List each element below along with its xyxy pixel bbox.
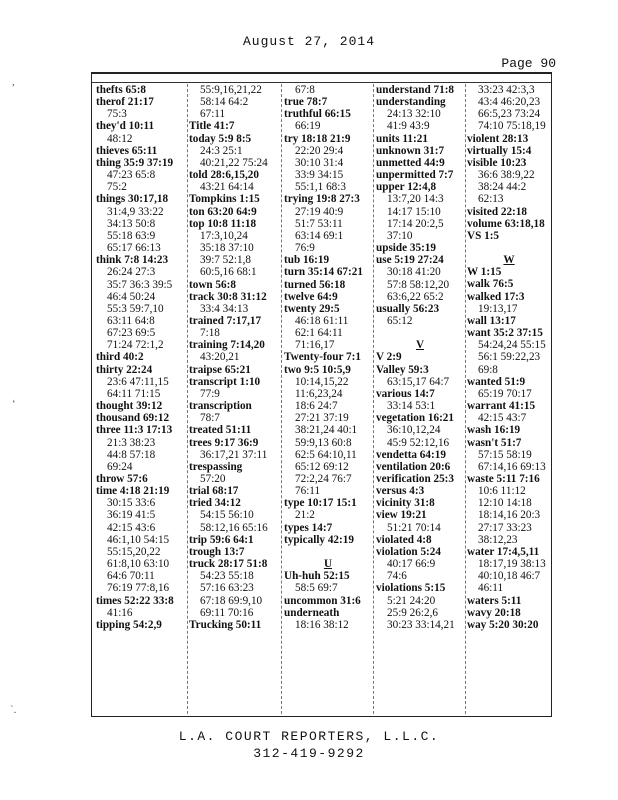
index-entry: two 9:5 10:5,9 <box>284 363 351 376</box>
index-entry: underneath <box>284 606 340 619</box>
index-column-4 <box>376 84 464 714</box>
index-entry-continuation: 54:15 56:10 <box>200 509 254 522</box>
section-letter: W <box>503 254 515 267</box>
index-entry-continuation: 24:13 32:10 <box>387 108 441 121</box>
index-entry-continuation: 38:12,23 <box>478 533 518 546</box>
index-entry: unpermitted 7:7 <box>376 169 454 182</box>
column-divider <box>465 84 466 714</box>
index-entry: various 14:7 <box>376 387 435 400</box>
index-entry: Tompkins 1:15 <box>189 193 260 206</box>
index-entry: time 4:18 21:19 <box>96 485 170 498</box>
index-entry: volume 63:18,18 <box>467 217 545 230</box>
page-number: Page 90 <box>501 56 556 71</box>
index-entry-continuation: 35:18 37:10 <box>200 242 254 255</box>
index-entry: virtually 15:4 <box>467 144 532 157</box>
index-entry: ventilation 20:6 <box>376 460 451 473</box>
index-entry-continuation: 65:17 66:13 <box>107 242 161 255</box>
index-entry-continuation: 67:8 <box>295 84 315 96</box>
index-column-2 <box>189 84 281 714</box>
index-entry-continuation: 27:19 40:9 <box>295 205 344 218</box>
index-entry: units 11:21 <box>376 132 428 145</box>
index-entry: tipping 54:2,9 <box>96 618 162 631</box>
index-entry-continuation: 27:17 33:23 <box>478 521 532 534</box>
index-entry: traipse 65:21 <box>189 363 251 376</box>
index-entry: thought 39:12 <box>96 400 163 413</box>
index-entry: wasn't 51:7 <box>467 436 522 449</box>
index-entry-continuation: 40:10,18 46:7 <box>478 570 541 583</box>
index-entry: unmetted 44:9 <box>376 156 445 169</box>
index-entry: thefts 65:8 <box>96 84 147 96</box>
index-entry: Trucking 50:11 <box>189 618 262 631</box>
index-entry-continuation: 63:15,17 64:7 <box>387 375 450 388</box>
blank-line <box>467 242 551 254</box>
index-entry: upper 12:4,8 <box>376 181 437 194</box>
index-entry: trying 19:8 27:3 <box>284 193 360 206</box>
index-entry-continuation: 77:9 <box>200 387 220 400</box>
index-entry-continuation: 21:3 38:23 <box>107 436 156 449</box>
index-entry-continuation: 71:24 72:1,2 <box>107 339 164 352</box>
index-entry-continuation: 30:18 41:20 <box>387 266 441 279</box>
index-entry: visible 10:23 <box>467 156 527 169</box>
index-entry-continuation: 71:16,17 <box>295 339 335 352</box>
index-entry-continuation: 51:7 53:11 <box>295 217 343 230</box>
index-entry: trial 68:17 <box>189 485 239 498</box>
index-entry: third 40:2 <box>96 351 144 364</box>
index-entry: twenty 29:5 <box>284 302 340 315</box>
index-entry: wall 13:17 <box>467 314 516 327</box>
index-entry-continuation: 65:12 <box>387 314 413 327</box>
index-entry-continuation: 62:1 64:11 <box>295 327 343 340</box>
index-entry: usually 56:23 <box>376 302 440 315</box>
index-entry-continuation: 62:5 64:10,11 <box>295 448 357 461</box>
index-entry: turned 56:18 <box>284 278 346 291</box>
column-divider <box>187 84 188 714</box>
index-entry-continuation: 43:21 64:14 <box>200 181 254 194</box>
index-entry-continuation: 74:6 <box>387 570 407 583</box>
index-entry-continuation: 30:23 33:14,21 <box>387 618 455 631</box>
index-entry-continuation: 38:24 44:2 <box>478 181 527 194</box>
header-date: August 27, 2014 <box>242 34 376 49</box>
index-entry: twelve 64:9 <box>284 290 338 303</box>
index-entry-continuation: 37:10 <box>387 229 413 242</box>
index-entry: trees 9:17 36:9 <box>189 436 259 449</box>
index-entry-continuation: 13:7,20 14:3 <box>387 193 444 206</box>
index-entry: W 1:15 <box>467 266 502 279</box>
index-entry-continuation: 60:5,16 68:1 <box>200 266 257 279</box>
index-entry: violation 5:24 <box>376 545 441 558</box>
index-entry-continuation: 66:5,23 73:24 <box>478 108 541 121</box>
index-entry-continuation: 65:12 69:12 <box>295 460 349 473</box>
index-entry-continuation: 61:8,10 63:10 <box>107 558 170 571</box>
index-entry-continuation: 43:20,21 <box>200 351 240 364</box>
index-entry: vendetta 64:19 <box>376 448 446 461</box>
index-entry: think 7:8 14:23 <box>96 254 169 267</box>
index-entry: way 5:20 30:20 <box>467 618 539 631</box>
index-entry-continuation: 75:2 <box>107 181 127 194</box>
index-entry: Valley 59:3 <box>376 363 429 376</box>
index-entry: turn 35:14 67:21 <box>284 266 363 279</box>
index-entry-continuation: 45:9 52:12,16 <box>387 436 450 449</box>
margin-mark: ‘ <box>12 398 16 410</box>
index-entry: violated 4:8 <box>376 533 432 546</box>
index-entry: try 18:18 21:9 <box>284 132 351 145</box>
index-entry: uncommon 31:6 <box>284 594 361 607</box>
index-entry-continuation: 10:14,15,22 <box>295 375 349 388</box>
index-entry: transcription <box>189 400 252 413</box>
index-entry-continuation: 46:4 50:24 <box>107 290 156 303</box>
index-entry: Twenty-four 7:1 <box>284 351 361 364</box>
index-entry-continuation: 11:6,23,24 <box>295 387 343 400</box>
index-entry: understand 71:8 <box>376 84 455 96</box>
margin-mark: , <box>12 76 15 88</box>
index-entry: upside 35:19 <box>376 242 436 255</box>
index-entry: vegetation 16:21 <box>376 412 454 425</box>
index-entry-continuation: 78:7 <box>200 412 220 425</box>
index-entry: wanted 51:9 <box>467 375 526 388</box>
frame-top-rule <box>92 82 551 83</box>
index-entry: V 2:9 <box>376 351 402 364</box>
index-entry-continuation: 46:11 <box>478 582 504 595</box>
index-entry: thing 35:9 37:19 <box>96 156 174 169</box>
index-entry-continuation: 57:20 <box>200 473 226 485</box>
index-entry: truck 28:17 51:8 <box>189 558 268 571</box>
index-entry: understanding <box>376 96 446 109</box>
index-entry-continuation: 46:18 61:11 <box>295 314 349 327</box>
index-entry-continuation: 33:23 42:3,3 <box>478 84 535 96</box>
index-entry: waters 5:11 <box>467 594 522 607</box>
index-entry-continuation: 55:15,20,22 <box>107 545 161 558</box>
index-entry-continuation: 63:11 64:8 <box>107 314 155 327</box>
index-entry: violent 28:13 <box>467 132 529 145</box>
index-entry-continuation: 18:17,19 38:13 <box>478 558 546 571</box>
index-entry: Title 41:7 <box>189 120 235 133</box>
index-entry-continuation: 67:23 69:5 <box>107 327 156 340</box>
index-entry: walk 76:5 <box>467 278 514 291</box>
index-entry: track 30:8 31:12 <box>189 290 267 303</box>
index-entry-continuation: 38:21,24 40:1 <box>295 424 358 437</box>
index-entry-continuation: 72:2,24 76:7 <box>295 473 352 485</box>
index-entry: waste 5:11 7:16 <box>467 472 540 485</box>
index-entry: they'd 10:11 <box>96 120 155 133</box>
index-entry-continuation: 30:15 33:6 <box>107 497 156 510</box>
index-entry: warrant 41:15 <box>467 400 536 413</box>
index-entry-continuation: 43:4 46:20,23 <box>478 96 541 109</box>
index-entry: trough 13:7 <box>189 545 245 558</box>
index-entry: trip 59:6 64:1 <box>189 533 254 546</box>
blank-line <box>284 546 372 558</box>
index-entry: tried 34:12 <box>189 497 241 510</box>
index-entry-continuation: 36:19 41:5 <box>107 509 156 522</box>
index-entry-continuation: 64:6 70:11 <box>107 570 155 583</box>
index-entry-continuation: 26:24 27:3 <box>107 266 156 279</box>
index-entry-continuation: 65:19 70:17 <box>478 387 532 400</box>
footer-phone: 312-419-9292 <box>253 746 365 761</box>
index-entry-continuation: 55:1,1 68:3 <box>295 181 346 194</box>
index-entry-continuation: 46:1,10 54:15 <box>107 533 170 546</box>
index-entry-continuation: 22:20 29:4 <box>295 144 344 157</box>
index-entry-continuation: 5:21 24:20 <box>387 594 436 607</box>
index-entry: told 28:6,15,20 <box>189 169 259 182</box>
index-entry-continuation: 56:1 59:22,23 <box>478 351 541 364</box>
index-entry-continuation: 17:3,10,24 <box>200 229 248 242</box>
index-entry-continuation: 67:18 69:9,10 <box>200 594 263 607</box>
index-column-1 <box>96 84 186 714</box>
index-entry-continuation: 10:6 11:12 <box>478 485 526 498</box>
index-entry: town 56:8 <box>189 278 236 291</box>
index-entry-continuation: 51:21 70:14 <box>387 521 441 534</box>
index-entry-continuation: 54:23 55:18 <box>200 570 254 583</box>
index-entry: three 11:3 17:13 <box>96 424 173 437</box>
index-entry-continuation: 18:16 38:12 <box>295 618 349 631</box>
index-entry-continuation: 76:9 <box>295 242 315 255</box>
index-entry-continuation: 24:3 25:1 <box>200 144 243 157</box>
index-entry-continuation: 44:8 57:18 <box>107 448 156 461</box>
index-entry-continuation: 62:13 <box>478 193 504 206</box>
index-entry-continuation: 31:4,9 33:22 <box>107 205 164 218</box>
index-entry-continuation: 19:13,17 <box>478 302 518 315</box>
index-entry: tub 16:19 <box>284 254 330 267</box>
index-column-3 <box>284 84 372 714</box>
index-entry: truthful 66:15 <box>284 108 351 121</box>
index-entry: thousand 69:12 <box>96 412 170 425</box>
index-entry: ton 63:20 64:9 <box>189 205 257 218</box>
index-entry-continuation: 34:13 50:8 <box>107 217 156 230</box>
index-entry: training 7:14,20 <box>189 339 265 352</box>
index-entry-continuation: 63:14 69:1 <box>295 229 344 242</box>
index-entry-continuation: 69:24 <box>107 460 133 473</box>
index-entry: wash 16:19 <box>467 424 521 437</box>
index-entry-continuation: 57:16 63:23 <box>200 582 254 595</box>
index-entry-continuation: 17:14 20:2,5 <box>387 217 444 230</box>
index-entry: wavy 20:18 <box>467 606 521 619</box>
index-entry: typically 42:19 <box>284 533 354 546</box>
index-entry-continuation: 40:17 66:9 <box>387 558 436 571</box>
index-entry-continuation: 27:21 37:19 <box>295 412 349 425</box>
index-entry-continuation: 67:11 <box>200 108 226 121</box>
section-letter: U <box>323 558 333 571</box>
index-entry: transcript 1:10 <box>189 375 261 388</box>
blank-line <box>376 327 464 339</box>
index-entry: VS 1:5 <box>467 229 500 242</box>
index-entry-continuation: 69:11 70:16 <box>200 606 254 619</box>
index-entry: view 19:21 <box>376 509 427 522</box>
index-entry-continuation: 57:8 58:12,20 <box>387 278 450 291</box>
index-entry: times 52:22 33:8 <box>96 594 174 607</box>
index-entry: visited 22:18 <box>467 205 527 218</box>
index-entry: vicinity 31:8 <box>376 497 435 510</box>
index-entry-continuation: 36:10,12,24 <box>387 424 441 437</box>
index-entry-continuation: 18:14,16 20:3 <box>478 509 541 522</box>
index-entry-continuation: 55:18 63:9 <box>107 229 156 242</box>
index-entry-continuation: 75:3 <box>107 108 127 121</box>
index-entry: walked 17:3 <box>467 290 525 303</box>
index-entry-continuation: 18:6 24:7 <box>295 400 338 413</box>
index-entry: trespassing <box>189 460 243 473</box>
section-letter: V <box>415 339 425 352</box>
index-entry: Uh-huh 52:15 <box>284 570 350 583</box>
index-entry-continuation: 58:12,16 65:16 <box>200 521 268 534</box>
index-entry: top 10:8 11:18 <box>189 217 257 230</box>
index-entry: today 5:9 8:5 <box>189 132 252 145</box>
column-divider <box>373 84 374 714</box>
index-entry: types 14:7 <box>284 521 333 534</box>
index-entry-continuation: 42:15 43:7 <box>478 412 527 425</box>
index-entry-continuation: 33:14 53:1 <box>387 400 436 413</box>
column-divider <box>281 84 282 714</box>
index-entry-continuation: 66:19 <box>295 120 321 133</box>
index-entry-continuation: 7:18 <box>200 327 220 340</box>
index-entry-continuation: 12:10 14:18 <box>478 497 532 510</box>
index-entry-continuation: 35:7 36:3 39:5 <box>107 278 173 291</box>
index-entry-continuation: 58:14 64:2 <box>200 96 249 109</box>
index-entry-continuation: 55:3 59:7,10 <box>107 302 164 315</box>
index-entry-continuation: 30:10 31:4 <box>295 156 344 169</box>
index-entry: thieves 65:11 <box>96 144 158 157</box>
index-entry-continuation: 55:9,16,21,22 <box>200 84 262 96</box>
footer-company: L.A. COURT REPORTERS, L.L.C. <box>178 729 440 744</box>
index-entry: throw 57:6 <box>96 473 148 485</box>
index-entry-continuation: 21:2 <box>295 509 315 522</box>
index-entry: violations 5:15 <box>376 582 446 595</box>
index-entry-continuation: 58:5 69:7 <box>295 582 338 595</box>
index-entry-continuation: 64:11 71:15 <box>107 387 161 400</box>
index-entry-continuation: 40:21,22 75:24 <box>200 156 268 169</box>
index-entry-continuation: 33:4 34:13 <box>200 302 249 315</box>
index-entry: trained 7:17,17 <box>189 314 262 327</box>
index-entry-continuation: 47:23 65:8 <box>107 169 156 182</box>
index-entry-continuation: 36:6 38:9,22 <box>478 169 535 182</box>
index-entry: unknown 31:7 <box>376 144 445 157</box>
index-entry-continuation: 39:7 52:1,8 <box>200 254 251 267</box>
index-entry-continuation: 74:10 75:18,19 <box>478 120 546 133</box>
index-entry-continuation: 67:14,16 69:13 <box>478 460 546 473</box>
index-entry-continuation: 54:24,24 55:15 <box>478 339 546 352</box>
index-entry-continuation: 33:9 34:15 <box>295 169 344 182</box>
index-entry-continuation: 48:12 <box>107 132 133 145</box>
index-entry: type 10:17 15:1 <box>284 497 357 510</box>
index-entry: things 30:17,18 <box>96 193 169 206</box>
index-entry: true 78:7 <box>284 96 328 109</box>
index-entry-continuation: 59:9,13 60:8 <box>295 436 352 449</box>
index-entry-continuation: 41:16 <box>107 606 133 619</box>
index-entry: verification 25:3 <box>376 472 454 485</box>
index-entry-continuation: 41:9 43:9 <box>387 120 430 133</box>
index-entry-continuation: 14:17 15:10 <box>387 205 441 218</box>
index-entry: want 35:2 37:15 <box>467 327 543 340</box>
index-entry-continuation: 42:15 43:6 <box>107 521 156 534</box>
margin-mark: `. <box>10 704 17 716</box>
index-entry-continuation: 69:8 <box>478 363 498 376</box>
index-entry: treated 51:11 <box>189 424 252 437</box>
index-entry-continuation: 57:15 58:19 <box>478 448 532 461</box>
index-entry: versus 4:3 <box>376 485 425 498</box>
index-column-5 <box>467 84 551 714</box>
index-entry: use 5:19 27:24 <box>376 254 444 267</box>
index-entry-continuation: 76:19 77:8,16 <box>107 582 170 595</box>
index-entry: water 17:4,5,11 <box>467 545 540 558</box>
index-entry-continuation: 63:6,22 65:2 <box>387 290 444 303</box>
index-entry-continuation: 76:11 <box>295 485 321 498</box>
index-entry: therof 21:17 <box>96 96 154 109</box>
index-entry-continuation: 36:17,21 37:11 <box>200 448 268 461</box>
index-entry-continuation: 25:9 26:2,6 <box>387 606 438 619</box>
index-entry-continuation: 23:6 47:11,15 <box>107 375 169 388</box>
index-entry: thirty 22:24 <box>96 363 153 376</box>
